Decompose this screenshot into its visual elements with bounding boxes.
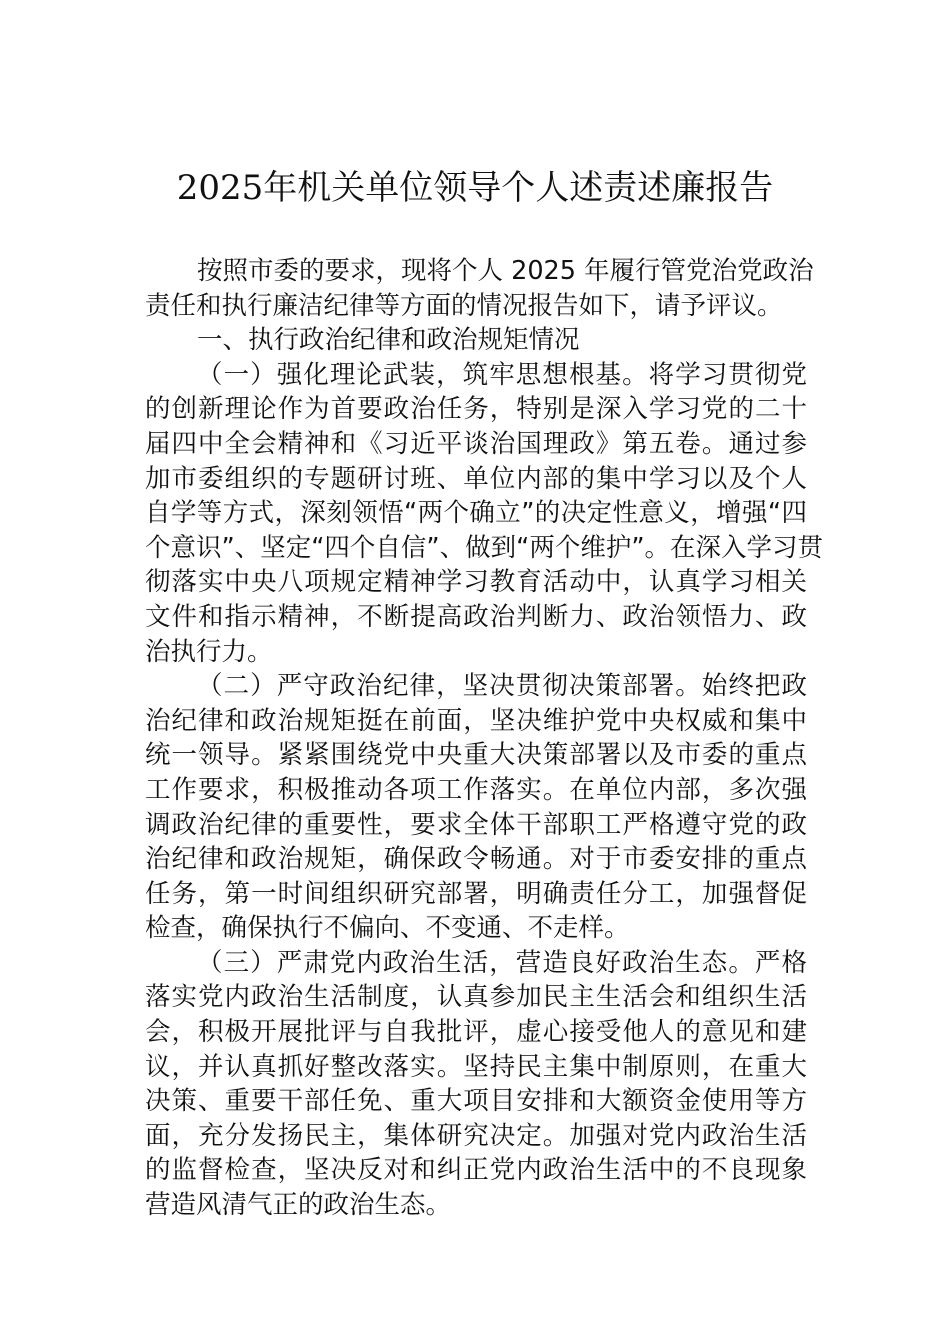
text-line: 彻落实中央八项规定精神学习教育活动中，认真学习相关 — [145, 567, 807, 598]
text-line: 面，充分发扬民主，集体研究决定。加强对党内政治生活 — [145, 1120, 807, 1151]
text-line: 个意识”、坚定“四个自信”、做到“两个维护”。在深入学习贯 — [145, 532, 824, 563]
document-title: 2025年机关单位领导个人述责述廉报告 — [176, 168, 774, 208]
text-line: 决策、重要干部任免、重大项目安排和大额资金使用等方 — [145, 1086, 807, 1117]
text-line: 文件和指示精神，不断提高政治判断力、政治领悟力、政 — [145, 601, 807, 632]
text-line: 治纪律和政治规矩挺在前面，坚决维护党中央权威和集中 — [145, 705, 807, 736]
text-line: 的监督检查，坚决反对和纠正党内政治生活中的不良现象 — [145, 1155, 807, 1186]
text-line: 一、执行政治纪律和政治规矩情况 — [197, 325, 580, 356]
text-line: 营造风清气正的政治生态。 — [145, 1190, 452, 1221]
text-line: 落实党内政治生活制度，认真参加民主生活会和组织生活 — [145, 982, 807, 1013]
text-line: 议，并认真抓好整改落实。坚持民主集中制原则，在重大 — [145, 1051, 807, 1082]
text-line: （一）强化理论武装，筑牢思想根基。将学习贯彻党 — [197, 359, 807, 390]
paragraph — [145, 669, 807, 946]
text-line: 加市委组织的专题研讨班、单位内部的集中学习以及个人 — [145, 463, 807, 494]
text-line: 的创新理论作为首要政治任务，特别是深入学习党的二十 — [145, 394, 807, 425]
text-line: 会，积极开展批评与自我批评，虚心接受他人的意见和建 — [145, 1017, 807, 1048]
text-line: 自学等方式，深刻领悟“两个确立”的决定性意义，增强“四 — [145, 498, 807, 529]
text-line: （二）严守政治纪律，坚决贯彻决策部署。始终把政 — [197, 671, 807, 702]
text-line: 检查，确保执行不偏向、不变通、不走样。 — [145, 913, 630, 944]
text-line: （三）严肃党内政治生活，营造良好政治生态。严格 — [197, 947, 807, 978]
text-line: 工作要求，积极推动各项工作落实。在单位内部，多次强 — [145, 774, 807, 805]
text-line: 责任和执行廉洁纪律等方面的情况报告如下，请予评议。 — [145, 290, 783, 321]
text-line: 治执行力。 — [145, 636, 273, 667]
text-line: 任务，第一时间组织研究部署，明确责任分工，加强督促 — [145, 878, 807, 909]
paragraph — [145, 946, 807, 1223]
text-line: 统一领导。紧紧围绕党中央重大决策部署以及市委的重点 — [145, 740, 807, 771]
paragraph — [145, 358, 824, 669]
text-line: 届四中全会精神和《习近平谈治国理政》第五卷。通过参 — [145, 428, 807, 459]
paragraph — [145, 254, 814, 323]
section-heading — [145, 323, 807, 358]
document-body — [145, 254, 824, 1223]
text-line: 调政治纪律的重要性，要求全体干部职工严格遵守党的政 — [145, 809, 807, 840]
text-line: 治纪律和政治规矩，确保政令畅通。对于市委安排的重点 — [145, 844, 807, 875]
text-line: 按照市委的要求，现将个人 2025 年履行管党治党政治 — [197, 256, 814, 286]
